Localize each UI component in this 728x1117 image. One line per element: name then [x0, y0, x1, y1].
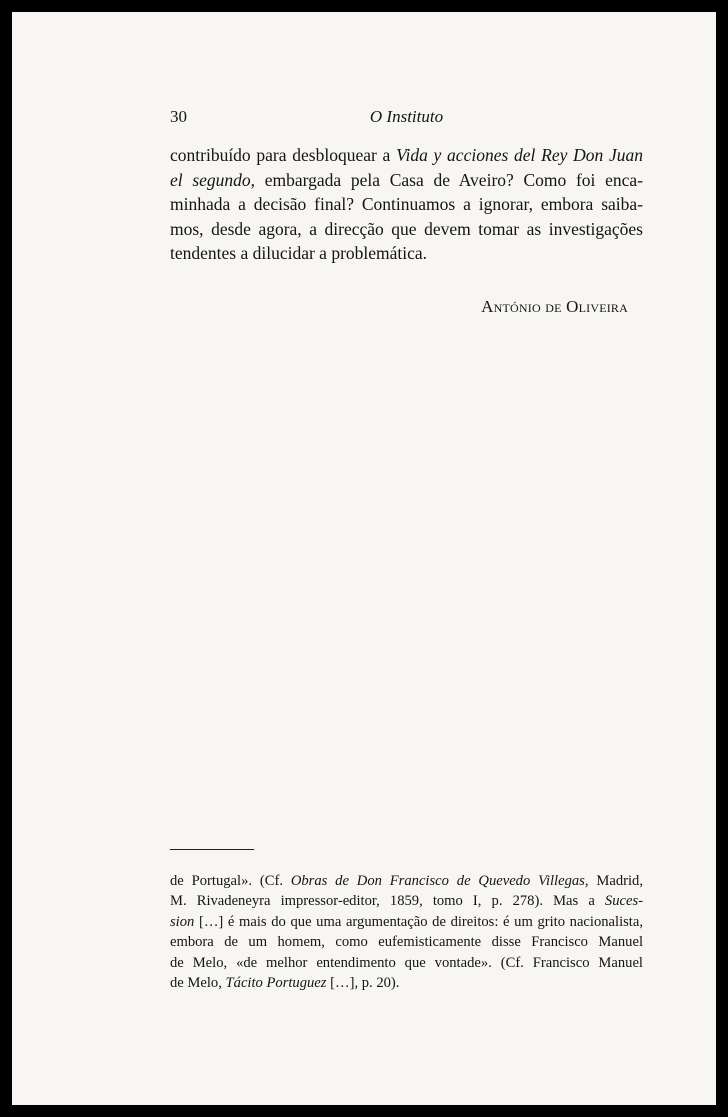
document-page	[12, 12, 716, 1105]
page-header	[170, 107, 643, 131]
book-title: Vida y acciones del Rey Don Juan	[396, 145, 643, 165]
author-signature: António de Oliveira	[481, 297, 628, 316]
body-line: mos, desde agora, a direcção que devem tomar as investigações	[170, 218, 643, 239]
running-title: O Instituto	[369, 107, 444, 126]
footnote-line: M. Rivadeneyra impressor-editor, 1859, tomo I, p. 278). Mas a Suces-	[170, 893, 643, 910]
footnote-line: de Melo, «de melhor entendimento que vontade». (Cf. Francisco Manuel	[170, 954, 643, 971]
book-title: Obras de Don Francisco de Quevedo Villegas	[290, 873, 585, 889]
body-paragraph	[170, 143, 643, 266]
footnote-line: embora de um homem, como eufemisticamente disse Francisco Manuel	[170, 934, 643, 951]
footnote-line: de Portugal». (Cf. Obras de Don Francisco de Quevedo Villegas, Madrid,	[170, 873, 643, 889]
page-number: 30	[170, 107, 187, 126]
book-title: Tácito Portuguez	[225, 975, 327, 992]
footnote	[170, 871, 643, 993]
body-line: el segundo, embargada pela Casa de Aveiro? Como foi enca-	[170, 169, 643, 190]
body-line: minhada a decisão final? Continuamos a ignorar, embora saiba-	[170, 194, 643, 214]
book-title: el segundo	[170, 169, 251, 190]
footnote-line: de Melo, Tácito Portuguez […], p. 20).	[170, 975, 400, 992]
body-line: contribuído para desbloquear a Vida y acciones del Rey Don Juan	[170, 145, 643, 165]
footnote-line: sion […] é mais do que uma argumentação de direitos: é um grito nacionalista,	[170, 913, 643, 930]
body-line: tendentes a dilucidar a problemática.	[170, 243, 428, 263]
footnote-divider	[170, 849, 254, 850]
book-title: sion	[170, 913, 195, 930]
book-title: Suces-	[604, 893, 643, 910]
